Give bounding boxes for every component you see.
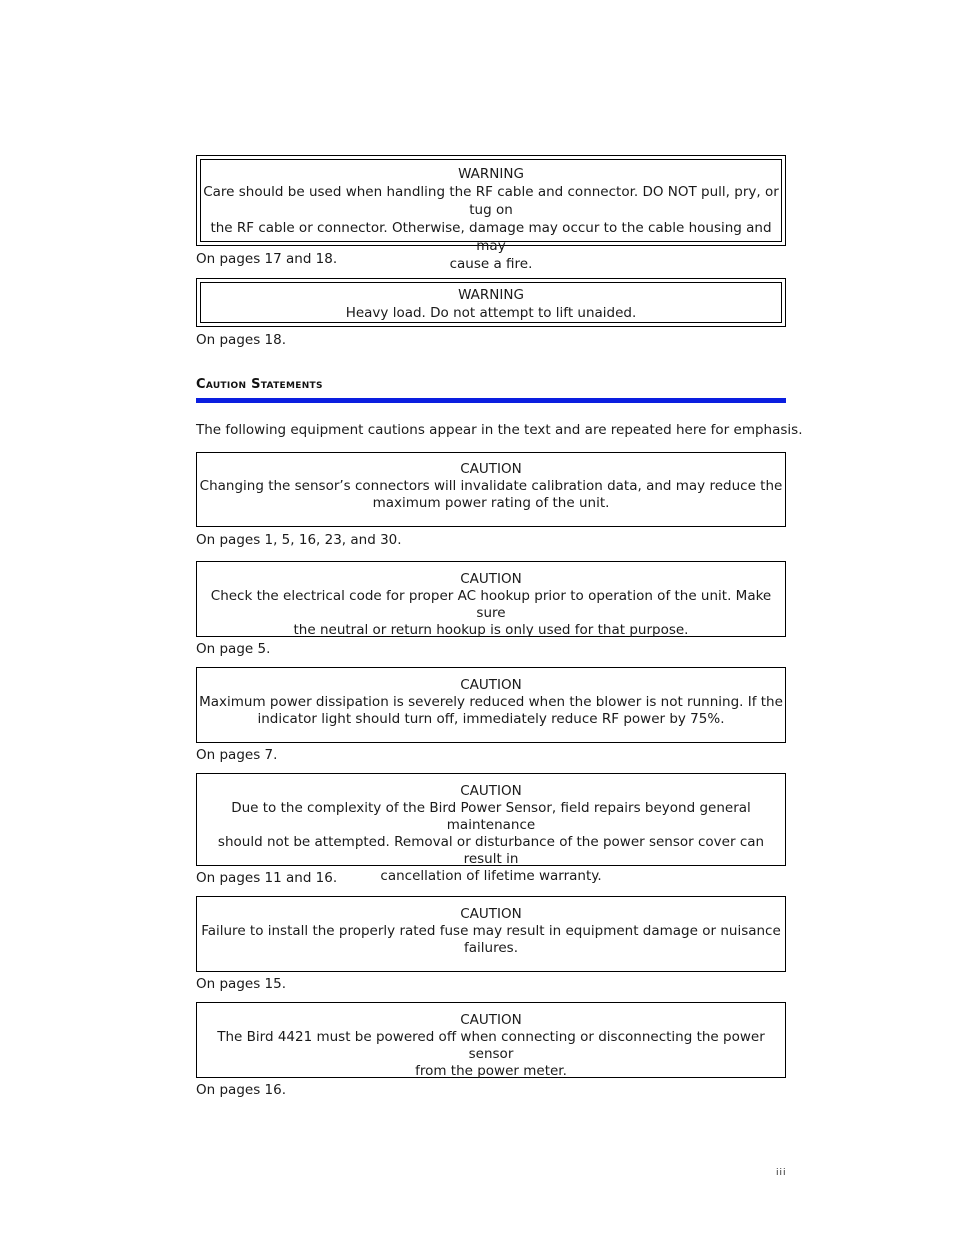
caution-title: CAUTION [460,677,522,693]
page-reference-note: On pages 11 and 16. [196,870,338,886]
page-reference-note: On pages 18. [196,332,286,348]
page-reference-note: On pages 1, 5, 16, 23, and 30. [196,532,402,548]
caution-box [196,896,786,972]
page-reference-note: On pages 16. [196,1082,286,1098]
section-heading: Caution Statements [196,377,323,392]
page-reference-note: On pages 7. [196,747,278,763]
page-reference-note: On pages 17 and 18. [196,251,338,267]
caution-text-line: the neutral or return hookup is only used for that purpose. [293,622,689,638]
caution-text-line: maximum power rating of the unit. [372,495,610,511]
warning-text-line: cause a fire. [449,256,533,272]
caution-text-line: Changing the sensor’s connectors will invalidate calibration data, and may reduce the [199,478,783,494]
warning-box [196,278,786,327]
caution-text-line: from the power meter. [415,1063,567,1079]
caution-text-line: Maximum power dissipation is severely reduced when the blower is not running. If the [199,694,783,710]
section-intro: The following equipment cautions appear in the text and are repeated here for emphasis. [196,422,803,438]
caution-text-line: The Bird 4421 must be powered off when connecting or disconnecting the power sensor [217,1029,765,1062]
caution-text-line: should not be attempted. Removal or disturbance of the power sensor cover can result in [217,834,765,867]
caution-text-line: indicator light should turn off, immediately reduce RF power by 75%. [257,711,725,727]
caution-text-line: failures. [464,940,518,956]
warning-text-line: Heavy load. Do not attempt to lift unaided. [345,305,637,321]
warning-box-inner [200,282,782,323]
warning-text-line: the RF cable or connector. Otherwise, damage may occur to the cable housing and may [210,220,772,254]
caution-box [196,1002,786,1078]
page-number: iii [776,1168,787,1178]
page-reference-note: On pages 15. [196,976,286,992]
caution-text-line: cancellation of lifetime warranty. [380,868,602,884]
caution-box [196,452,786,527]
caution-title: CAUTION [460,571,522,587]
caution-text-line: Failure to install the properly rated fuse may result in equipment damage or nuisance [201,923,781,939]
warning-text-line: Care should be used when handling the RF cable and connector. DO NOT pull, pry, or tug on [203,184,779,218]
caution-title: CAUTION [460,461,522,477]
warning-title: WARNING [458,287,524,303]
warning-title: WARNING [458,166,524,182]
page-reference-note: On page 5. [196,641,271,657]
caution-text-line: Due to the complexity of the Bird Power Sensor, field repairs beyond general maintenance [231,800,751,833]
caution-title: CAUTION [460,906,522,922]
caution-box [196,561,786,637]
caution-title: CAUTION [460,1012,522,1028]
section-rule [196,398,786,403]
caution-title: CAUTION [460,783,522,799]
caution-text-line: Check the electrical code for proper AC hookup prior to operation of the unit. Make sure [210,588,772,621]
caution-box [196,667,786,743]
